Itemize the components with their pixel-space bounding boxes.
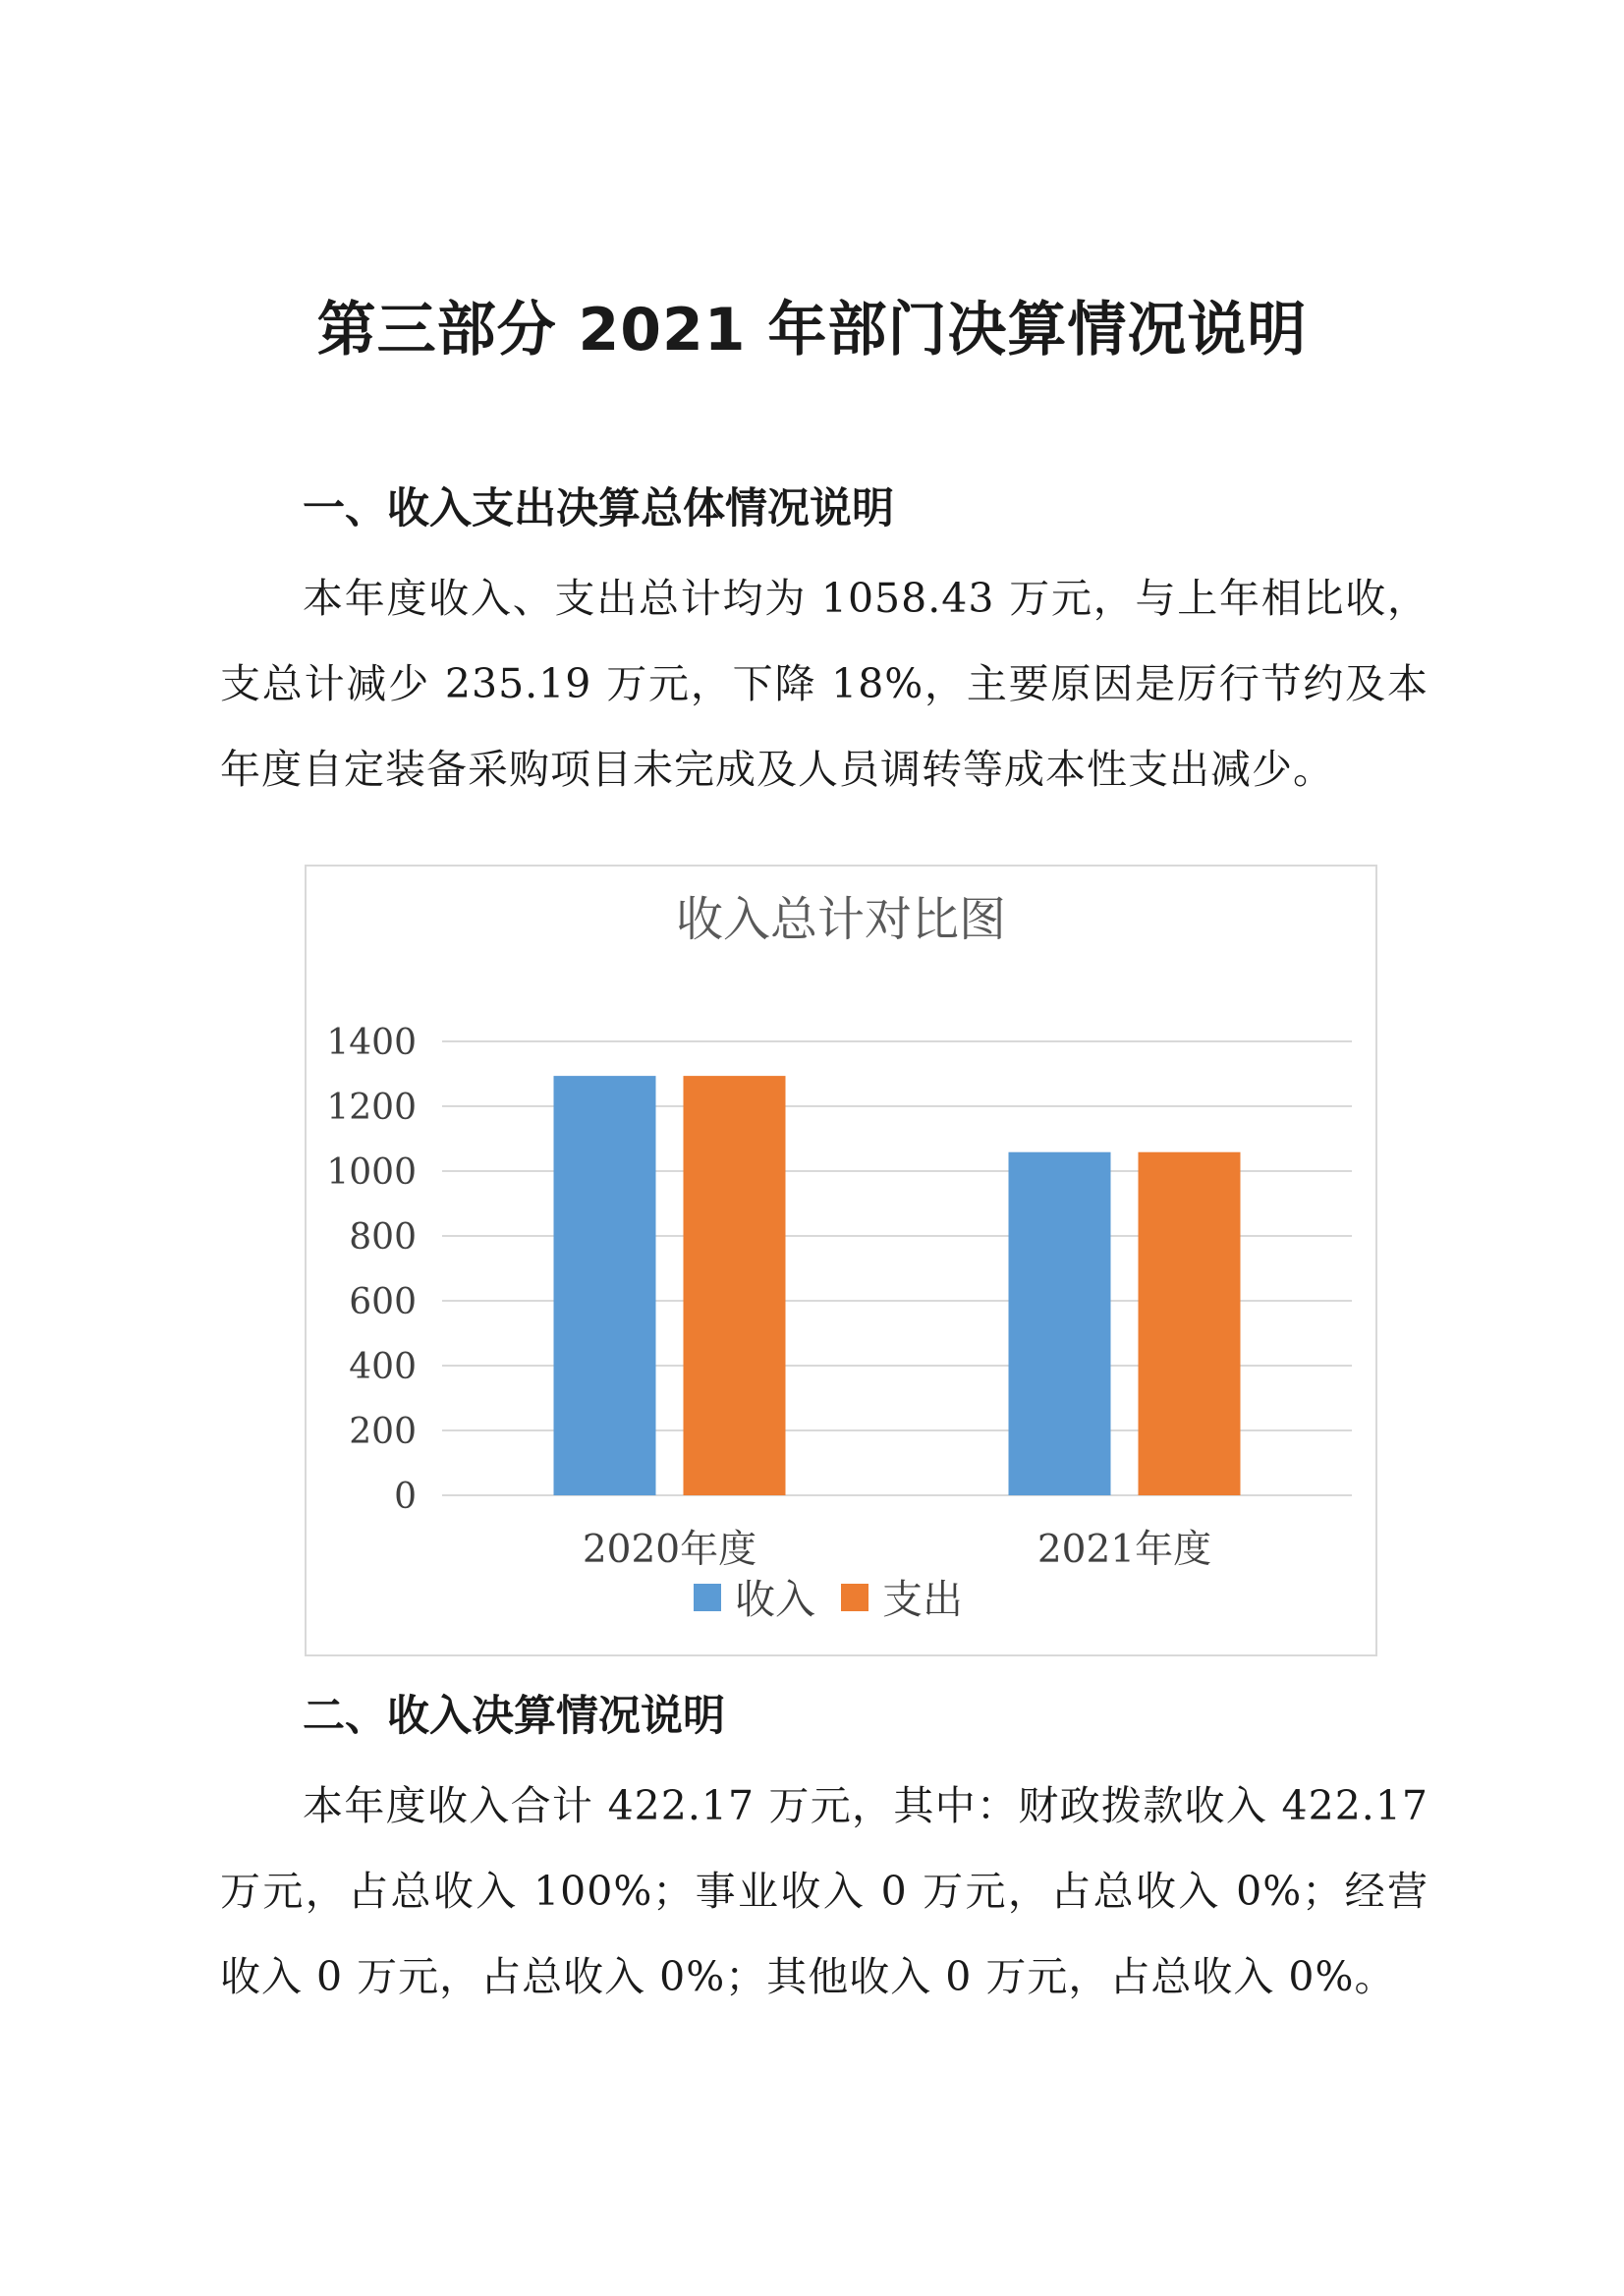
- page-title: 第三部分 2021 年部门决算情况说明: [316, 296, 1308, 364]
- y-tick-label: 1000: [326, 1152, 417, 1193]
- legend-label: 收入: [735, 1576, 815, 1623]
- y-tick-label: 800: [349, 1217, 417, 1258]
- legend-label: 支出: [882, 1576, 963, 1623]
- income-comparison-chart: [305, 865, 1377, 1656]
- section-2-paragraph: 本年度收入合计 422.17 万元，其中：财政拨款收入 422.17 万元，占总收入 100%；事业收入 0 万元，占总收入 0%；经营收入 0 万元，占总收入 0%；其他收入 0 万元，占总收入 0%。: [220, 1782, 1428, 2000]
- y-tick-label: 400: [349, 1347, 417, 1387]
- chart-canvas: [307, 867, 1375, 1654]
- y-tick-label: 1400: [326, 1023, 417, 1063]
- bar-收入-2020年度: [554, 1076, 656, 1495]
- bar-支出-2020年度: [684, 1076, 786, 1495]
- legend-swatch: [841, 1584, 868, 1611]
- section-heading-1: 一、收入支出决算总体情况说明: [303, 484, 894, 533]
- bar-支出-2021年度: [1139, 1152, 1241, 1495]
- bar-收入-2021年度: [1009, 1152, 1111, 1495]
- y-tick-label: 600: [349, 1282, 417, 1322]
- y-tick-label: 0: [394, 1477, 417, 1517]
- legend-swatch: [694, 1584, 721, 1611]
- x-category-label: 2021年度: [1036, 1528, 1212, 1572]
- x-category-label: 2020年度: [582, 1528, 757, 1572]
- section-1-paragraph: 本年度收入、支出总计均为 1058.43 万元，与上年相比收，支总计减少 235.19 万元，下降 18%，主要原因是厉行节约及本年度自定装备采购项目未完成及人员调转等成本性支出减少。: [220, 575, 1428, 793]
- section-heading-2: 二、收入决算情况说明: [303, 1692, 725, 1741]
- chart-title: 收入总计对比图: [675, 892, 1007, 947]
- y-tick-label: 200: [349, 1412, 417, 1452]
- y-tick-label: 1200: [326, 1088, 417, 1128]
